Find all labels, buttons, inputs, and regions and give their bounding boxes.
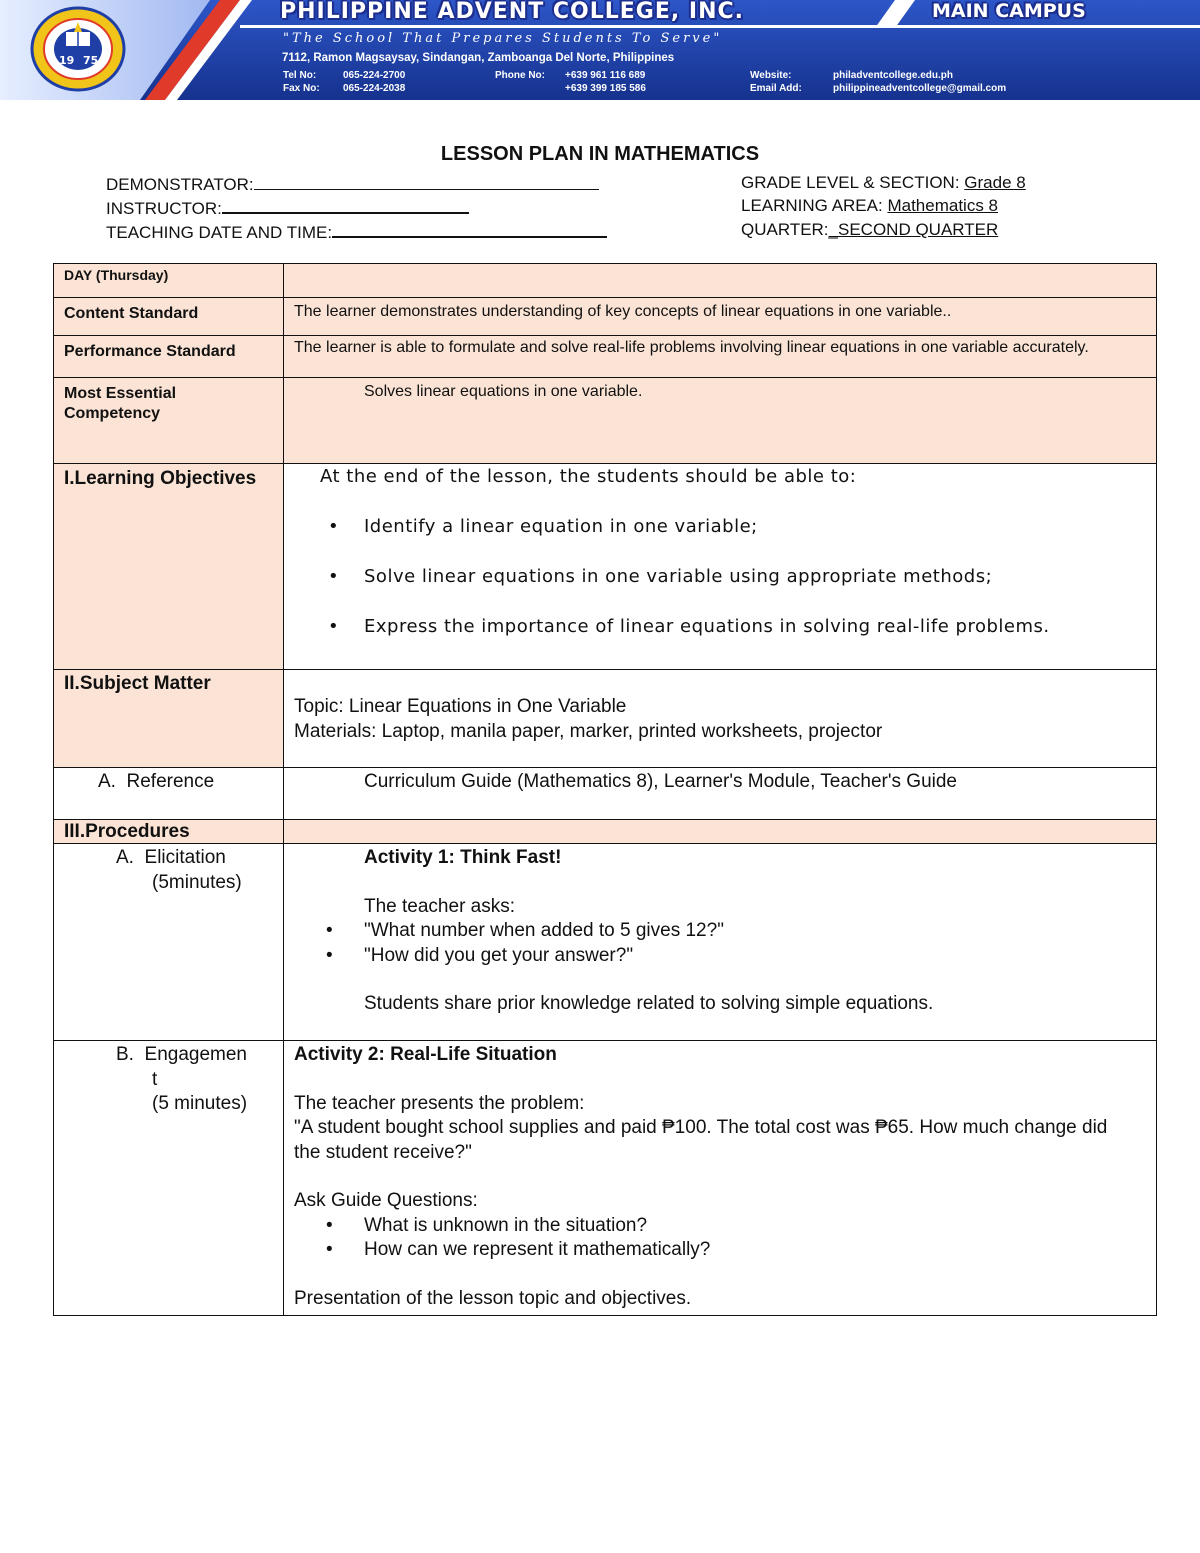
- reference-letter: A.: [98, 771, 116, 792]
- reference-label: [54, 768, 283, 795]
- tel-value: 065-224-2700: [343, 70, 406, 81]
- competency-label: Most Essential Competency: [64, 385, 177, 422]
- table-row-objectives: [54, 464, 1157, 670]
- lesson-plan-table: [53, 263, 1157, 1316]
- engagement-closing: Presentation of the lesson topic and objectives.: [294, 1287, 692, 1309]
- logo-year-right: 75: [83, 54, 99, 67]
- letterhead: [0, 0, 1200, 100]
- day-value-cell: [284, 264, 1157, 298]
- demonstrator-field: [106, 173, 599, 195]
- quarter-label: QUARTER:: [741, 220, 829, 239]
- question-item: • "What number when added to 5 gives 12?": [364, 919, 1156, 944]
- table-row-content-standard: [54, 298, 1157, 336]
- logo-year-left: 19: [59, 54, 75, 67]
- reference-value: Curriculum Guide (Mathematics 8), Learner's Module, Teacher's Guide: [364, 771, 957, 792]
- question-item: • "How did you get your answer?": [364, 944, 1156, 969]
- objectives-list: [284, 514, 1156, 640]
- table-row-procedures: [54, 820, 1157, 844]
- engagement-label: [54, 1041, 283, 1068]
- competency-value: Solves linear equations in one variable.: [364, 383, 643, 400]
- procedures-value-cell: [284, 820, 1157, 844]
- demonstrator-blank: [254, 173, 599, 190]
- table-row-day: [54, 264, 1157, 298]
- engagement-label-wrap: t: [152, 1068, 158, 1090]
- learning-area-label: LEARNING AREA:: [741, 196, 883, 215]
- guide-questions: [284, 1214, 1156, 1263]
- grade-value: Grade 8: [964, 173, 1026, 192]
- guide-questions-label: Ask Guide Questions:: [294, 1190, 478, 1211]
- guide-question-item: • How can we represent it mathematically?: [364, 1238, 1156, 1263]
- procedures-label: III.Procedures: [64, 821, 190, 842]
- phone-value-2: +639 399 185 586: [565, 83, 646, 94]
- email-label: Email Add:: [750, 83, 802, 94]
- performance-standard-label: Performance Standard: [64, 343, 236, 360]
- instructor-label: INSTRUCTOR:: [106, 199, 222, 218]
- phone-label: Phone No:: [495, 70, 545, 81]
- activity-2-title: Activity 2: Real-Life Situation: [294, 1044, 557, 1065]
- fax-value: 065-224-2038: [343, 83, 406, 94]
- subject-matter-label: II.Subject Matter: [64, 673, 211, 694]
- engagement-label-text: Engagemen: [144, 1044, 247, 1065]
- elicitation-letter: A.: [116, 847, 134, 868]
- grade-field: [741, 173, 1026, 193]
- topic-text: Topic: Linear Equations in One Variable: [294, 696, 627, 717]
- learning-area-field: [741, 196, 998, 216]
- instructor-blank: [222, 196, 469, 214]
- campus-name: MAIN CAMPUS: [932, 0, 1086, 22]
- school-name: PHILIPPINE ADVENT COLLEGE, INC.: [280, 0, 744, 24]
- table-row-subject-matter: [54, 670, 1157, 768]
- grade-label: GRADE LEVEL & SECTION:: [741, 173, 960, 192]
- school-motto: "The School That Prepares Students To Serve": [283, 31, 723, 46]
- school-address: 7112, Ramon Magsaysay, Sindangan, Zamboanga Del Norte, Philippines: [282, 52, 675, 64]
- activity-1-title: Activity 1: Think Fast!: [364, 847, 562, 868]
- instructor-field: [106, 196, 469, 219]
- table-row-elicitation: [54, 844, 1157, 1041]
- engagement-problem: "A student bought school supplies and paid ₱100. The total cost was ₱65. How much change did the student receive?": [294, 1117, 1108, 1163]
- materials-text: Materials: Laptop, manila paper, marker, printed worksheets, projector: [294, 720, 883, 742]
- objective-item: • Solve linear equations in one variable using appropriate methods;: [364, 564, 1156, 590]
- document-title: LESSON PLAN IN MATHEMATICS: [440, 143, 760, 165]
- content-standard-value: The learner demonstrates understanding of key concepts of linear equations in one variable..: [294, 303, 952, 320]
- elicitation-closing: Students share prior knowledge related to solving simple equations.: [364, 993, 934, 1014]
- objective-item: • Identify a linear equation in one variable;: [364, 514, 1156, 540]
- website-label: Website:: [750, 70, 792, 81]
- reference-label-text: Reference: [126, 771, 215, 792]
- engagement-letter: B.: [116, 1044, 134, 1065]
- elicitation-label: [54, 844, 283, 871]
- quarter-field: [741, 220, 998, 240]
- day-label: DAY (Thursday): [64, 267, 169, 283]
- fax-label: Fax No:: [283, 83, 320, 94]
- teaching-date-blank: [332, 220, 607, 238]
- objectives-label: I.Learning Objectives: [64, 468, 257, 489]
- quarter-value: _SECOND QUARTER: [828, 220, 999, 239]
- performance-standard-value: The learner is able to formulate and solve real-life problems involving linear equations in one variable accurately.: [294, 339, 1089, 356]
- learning-area-value: Mathematics 8: [887, 196, 998, 215]
- objective-item: • Express the importance of linear equations in solving real-life problems.: [364, 614, 1156, 640]
- teaching-date-field: [106, 220, 607, 243]
- elicitation-label-text: Elicitation: [144, 847, 226, 868]
- engagement-time: (5 minutes): [152, 1093, 248, 1114]
- teaching-date-label: TEACHING DATE AND TIME:: [106, 223, 333, 242]
- elicitation-questions: [284, 919, 1156, 968]
- table-row-competency: [54, 378, 1157, 464]
- website-value: philadventcollege.edu.ph: [833, 70, 954, 81]
- table-row-reference: [54, 768, 1157, 820]
- college-logo: [30, 6, 126, 92]
- objectives-intro: At the end of the lesson, the students should be able to:: [320, 466, 857, 487]
- elicitation-time: (5minutes): [152, 871, 242, 893]
- demonstrator-label: DEMONSTRATOR:: [106, 175, 254, 194]
- table-row-engagement: [54, 1041, 1157, 1316]
- content-standard-label: Content Standard: [64, 305, 199, 322]
- tel-label: Tel No:: [283, 70, 317, 81]
- engagement-intro: The teacher presents the problem:: [294, 1092, 585, 1114]
- elicitation-intro: The teacher asks:: [364, 895, 516, 917]
- table-row-performance-standard: [54, 336, 1157, 378]
- guide-question-item: • What is unknown in the situation?: [364, 1214, 1156, 1239]
- email-value: philippineadventcollege@gmail.com: [833, 83, 1007, 94]
- phone-value-1: +639 961 116 689: [565, 70, 646, 81]
